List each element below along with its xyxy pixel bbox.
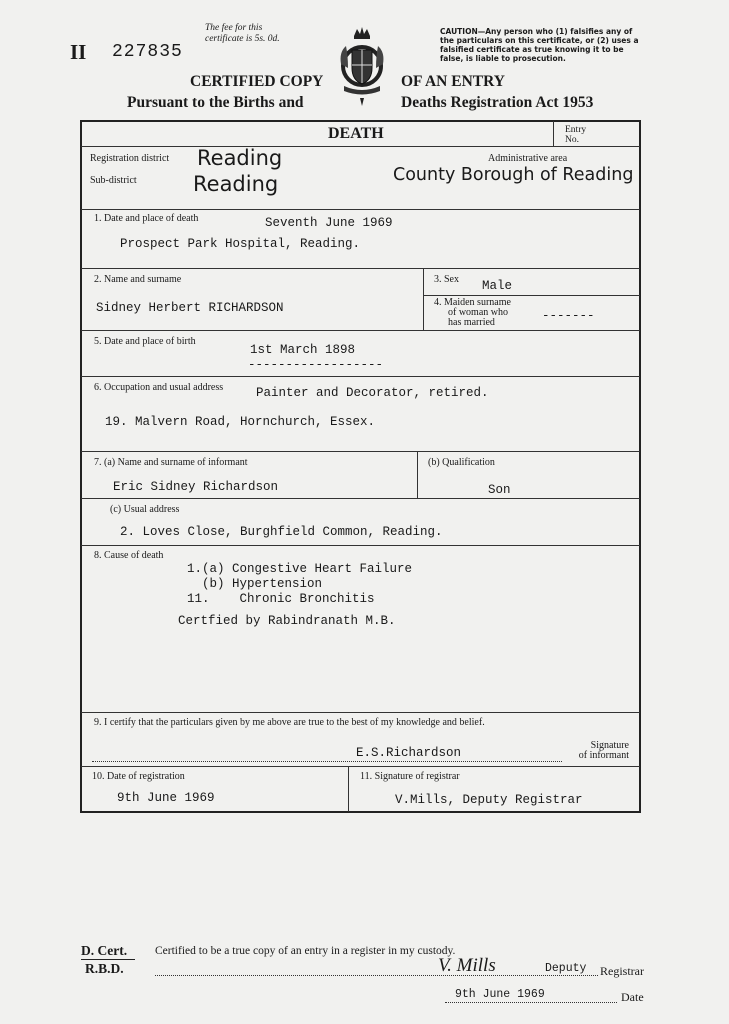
date-place-of-death-label: 1. Date and place of death [94, 213, 199, 224]
cause-line-2: 11. Chronic Bronchitis [187, 592, 375, 606]
signature-label-line-1: Signature [590, 740, 629, 751]
serial-prefix: II [70, 40, 87, 64]
rbd-label: R.B.D. [85, 961, 124, 976]
sub-district-label: Sub-district [90, 175, 137, 186]
d-cert-label: D. Cert. [81, 943, 128, 958]
title-act: Deaths Registration Act 1953 [401, 94, 594, 111]
signature-of-informant-label [571, 741, 629, 761]
qualification-value: Son [488, 483, 511, 497]
registration-district-label: Registration district [90, 153, 170, 164]
fee-line-2: certificate is 5s. 0d. [205, 34, 280, 44]
administrative-area-label: Administrative area [488, 153, 568, 164]
cause-line-1b: (b) Hypertension [187, 577, 323, 591]
qualification-label: (b) Qualification [428, 457, 495, 468]
administrative-area-value: County Borough of Reading [393, 165, 634, 185]
divider [81, 451, 640, 452]
date-of-registration-value: 9th June 1969 [117, 791, 215, 805]
maiden-surname-label-line-2: of woman who [448, 307, 508, 318]
divider [423, 295, 640, 296]
divider [81, 498, 640, 499]
divider [81, 766, 640, 767]
date-dotted-line [445, 1002, 617, 1003]
title-certified-copy: CERTIFIED COPY [190, 73, 324, 90]
sex-label: 3. Sex [434, 274, 459, 285]
date-of-death-value: Seventh June 1969 [265, 216, 393, 230]
sub-district-value: Reading [193, 172, 279, 196]
fee-line-1: The fee for this [205, 23, 263, 33]
usual-address-value: 19. Malvern Road, Hornchurch, Essex. [105, 415, 376, 429]
place-of-death-value: Prospect Park Hospital, Reading. [120, 237, 361, 251]
entry-no-label: Entry No. [565, 125, 587, 145]
divider [81, 146, 640, 147]
certification-statement: 9. I certify that the particulars given by me above are true to the best of my knowledge and belief. [94, 717, 485, 728]
title-of-an-entry: OF AN ENTRY [401, 73, 505, 90]
date-of-registration-label: 10. Date of registration [92, 771, 185, 782]
title-pursuant: Pursuant to the Births and [127, 94, 304, 111]
divider [81, 330, 640, 331]
divider [81, 209, 640, 210]
signature-dotted-line [92, 761, 562, 762]
registration-district-value: Reading [197, 146, 283, 170]
maiden-surname-label [434, 298, 511, 328]
divider [348, 767, 349, 812]
certified-by: Certfied by Rabindranath M.B. [178, 614, 396, 628]
registrar-signature: V. Mills [438, 955, 496, 976]
deputy-text: Deputy [545, 962, 587, 975]
cause-of-death-label: 8. Cause of death [94, 550, 164, 561]
name-surname-value: Sidney Herbert RICHARDSON [96, 301, 284, 315]
place-of-birth-value: ------------------ [248, 358, 384, 372]
caution-notice: CAUTION—Any person who (1) falsifies any of the particulars on this certificate, or (2) uses a falsified certificate as true knowing it to be false, is liable to prosecution. [440, 27, 639, 63]
occupation-address-label: 6. Occupation and usual address [94, 382, 224, 393]
maiden-surname-label-line-3: has married [448, 317, 495, 328]
occupation-value: Painter and Decorator, retired. [256, 386, 489, 400]
informant-address-label: (c) Usual address [110, 504, 180, 515]
divider [423, 269, 424, 330]
maiden-surname-value: ------- [542, 309, 595, 323]
divider [81, 545, 640, 546]
maiden-surname-label-line-1: 4. Maiden surname [434, 297, 511, 308]
fee-note [205, 23, 280, 45]
royal-coat-of-arms-icon [338, 24, 386, 108]
date-place-of-birth-label: 5. Date and place of birth [94, 336, 196, 347]
informant-address-value: 2. Loves Close, Burghfield Common, Reading. [120, 525, 443, 539]
signature-label-line-2: of informant [578, 750, 629, 761]
d-cert-rule [81, 959, 135, 960]
date-of-birth-value: 1st March 1898 [250, 343, 356, 357]
name-surname-label: 2. Name and surname [94, 274, 182, 285]
serial-number: 227835 [112, 42, 183, 62]
registrar-signature-line [155, 975, 598, 976]
divider [81, 712, 640, 713]
informant-signature-value: E.S.Richardson [356, 746, 462, 760]
date-label: Date [621, 990, 644, 1004]
form-heading: DEATH [328, 125, 384, 142]
sex-value: Male [482, 279, 513, 293]
informant-name-value: Eric Sidney Richardson [113, 480, 279, 494]
divider [81, 268, 640, 269]
registrar-label: Registrar [600, 964, 644, 978]
certificate-date-value: 9th June 1969 [455, 988, 545, 1001]
cause-line-1a: 1.(a) Congestive Heart Failure [187, 562, 413, 576]
divider [417, 452, 418, 498]
signature-of-registrar-value: V.Mills, Deputy Registrar [395, 793, 583, 807]
signature-of-registrar-label: 11. Signature of registrar [360, 771, 460, 782]
certified-true-copy-text: Certified to be a true copy of an entry in a register in my custody. [155, 945, 456, 957]
divider [81, 376, 640, 377]
informant-name-label: 7. (a) Name and surname of informant [94, 457, 248, 468]
divider [553, 121, 554, 146]
